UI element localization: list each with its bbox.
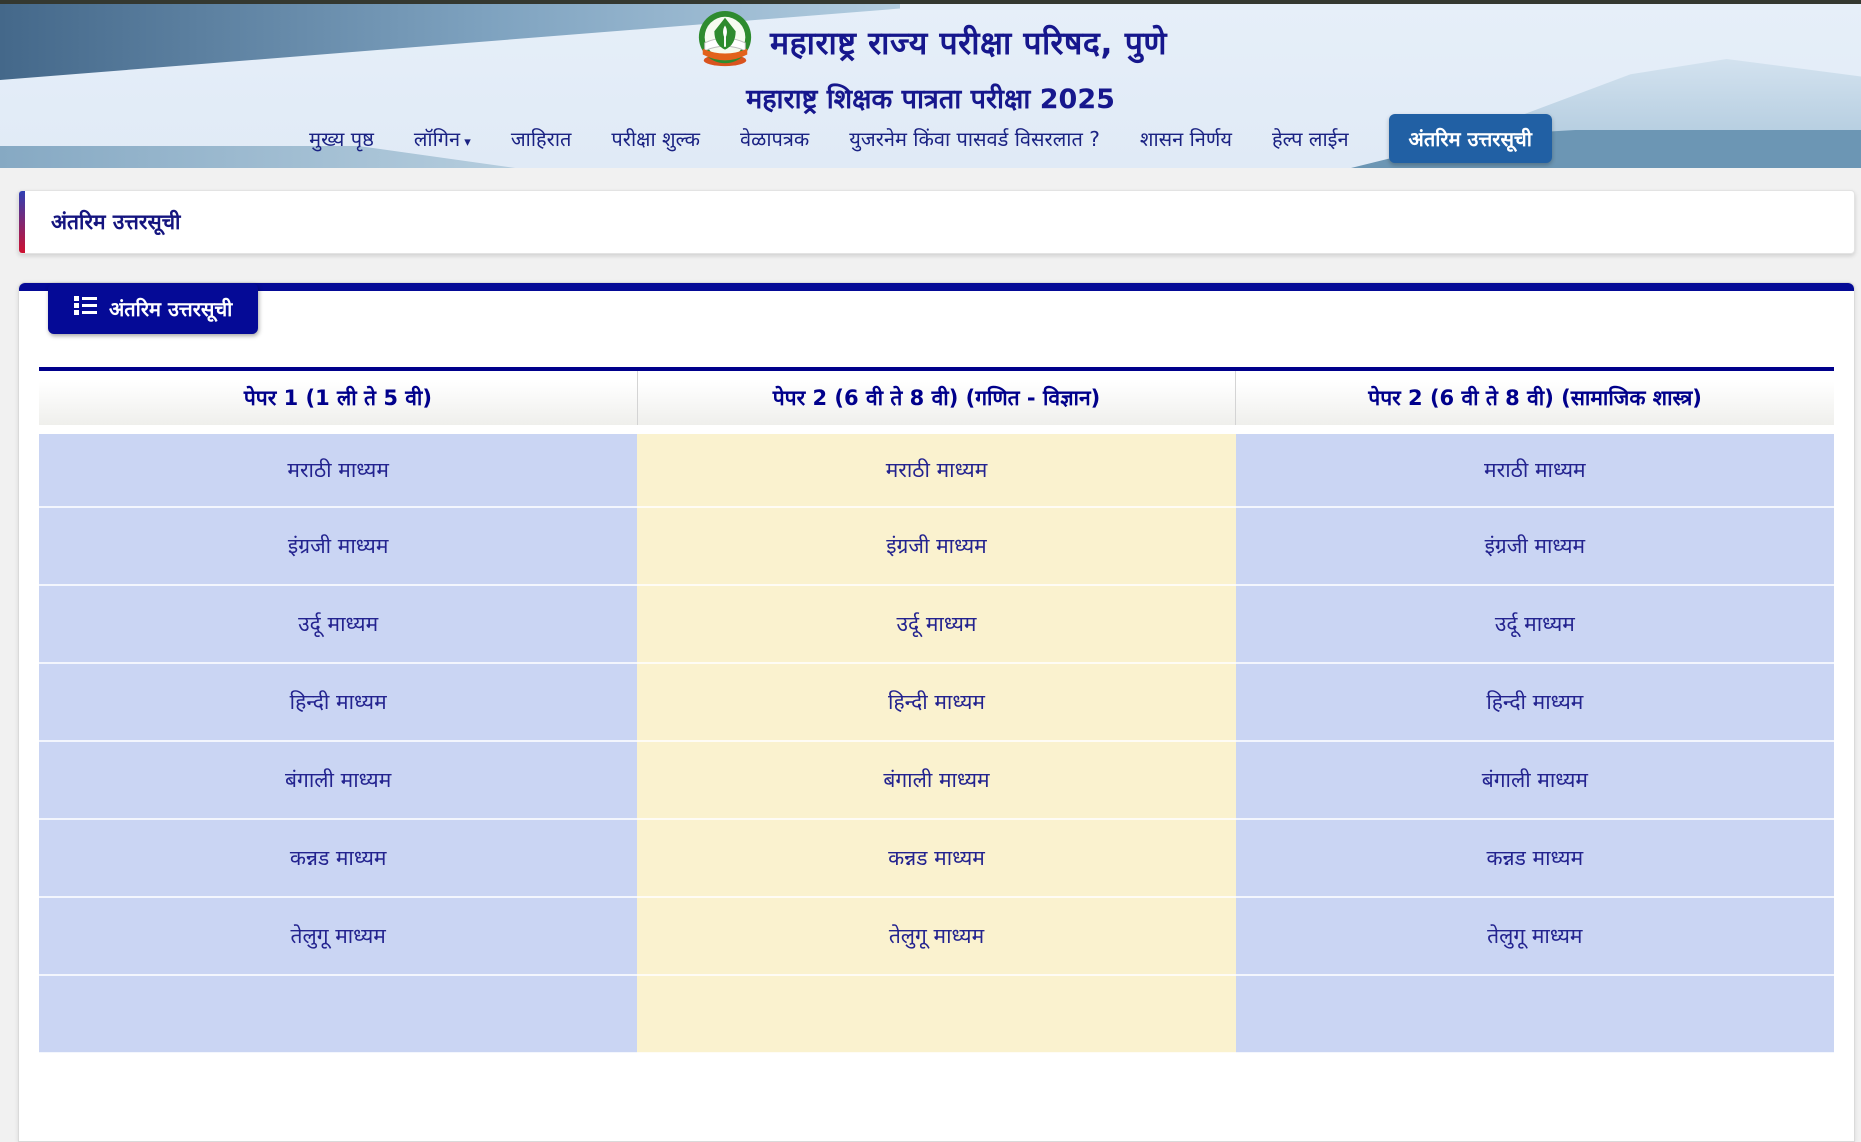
breadcrumb xyxy=(18,190,1855,254)
medium-link-cell[interactable]: हिन्दी माध्यम xyxy=(1236,663,1834,741)
medium-link-cell xyxy=(1236,975,1834,1053)
table-row xyxy=(39,429,1834,507)
panel-top-bar xyxy=(19,283,1854,291)
medium-link-cell[interactable]: इंग्रजी माध्यम xyxy=(1236,507,1834,585)
nav-item[interactable]: हेल्प लाईन xyxy=(1271,126,1349,151)
nav-item[interactable]: वेळापत्रक xyxy=(740,126,810,151)
medium-link-cell[interactable]: हिन्दी माध्यम xyxy=(39,663,637,741)
table-row xyxy=(39,975,1834,1053)
main-nav xyxy=(0,108,1861,168)
medium-link-cell[interactable]: उर्दू माध्यम xyxy=(1236,585,1834,663)
medium-link-cell[interactable]: बंगाली माध्यम xyxy=(637,741,1235,819)
council-logo-icon xyxy=(694,10,756,74)
medium-link-cell[interactable]: कन्नड माध्यम xyxy=(39,819,637,897)
medium-link-cell[interactable]: तेलुगू माध्यम xyxy=(637,897,1235,975)
medium-link-cell xyxy=(39,975,637,1053)
medium-link-cell[interactable]: इंग्रजी माध्यम xyxy=(39,507,637,585)
site-header xyxy=(0,4,1861,168)
medium-link-cell[interactable]: बंगाली माध्यम xyxy=(39,741,637,819)
medium-link-cell[interactable]: तेलुगू माध्यम xyxy=(39,897,637,975)
column-header: पेपर 1 (1 ली ते 5 वी) xyxy=(39,371,637,429)
answer-key-panel xyxy=(18,282,1855,1142)
column-header: पेपर 2 (6 वी ते 8 वी) (गणित - विज्ञान) xyxy=(637,371,1235,429)
table-row xyxy=(39,663,1834,741)
table-row xyxy=(39,741,1834,819)
medium-link-cell[interactable]: मराठी माध्यम xyxy=(39,429,637,507)
medium-link-cell[interactable]: इंग्रजी माध्यम xyxy=(637,507,1235,585)
medium-link-cell xyxy=(637,975,1235,1053)
medium-link-cell[interactable]: मराठी माध्यम xyxy=(637,429,1235,507)
nav-item[interactable]: अंतरिम उत्तरसूची xyxy=(1389,114,1552,163)
exam-title: महाराष्ट्र शिक्षक पात्रता परीक्षा 2025 xyxy=(746,84,1115,115)
brand xyxy=(0,10,1861,116)
list-icon xyxy=(74,296,97,321)
nav-item[interactable]: शासन निर्णय xyxy=(1139,126,1232,151)
breadcrumb-accent-bar xyxy=(19,191,25,253)
medium-link-cell[interactable]: कन्नड माध्यम xyxy=(1236,819,1834,897)
column-header: पेपर 2 (6 वी ते 8 वी) (सामाजिक शास्त्र) xyxy=(1236,371,1834,429)
medium-link-cell[interactable]: हिन्दी माध्यम xyxy=(637,663,1235,741)
table-row xyxy=(39,819,1834,897)
table-header-row xyxy=(39,371,1834,429)
answer-key-table xyxy=(39,371,1834,1054)
nav-item[interactable]: मुख्य पृष्ठ xyxy=(309,126,374,151)
medium-link-cell[interactable]: कन्नड माध्यम xyxy=(637,819,1235,897)
medium-link-cell[interactable]: बंगाली माध्यम xyxy=(1236,741,1834,819)
nav-item[interactable]: लॉगिन ▾ xyxy=(413,126,471,151)
medium-link-cell[interactable]: तेलुगू माध्यम xyxy=(1236,897,1834,975)
chevron-down-icon: ▾ xyxy=(460,134,471,150)
org-title: महाराष्ट्र राज्य परीक्षा परिषद, पुणे xyxy=(769,23,1168,62)
medium-link-cell[interactable]: उर्दू माध्यम xyxy=(637,585,1235,663)
answer-key-table-wrap xyxy=(39,367,1834,1054)
tab-label: अंतरिम उत्तरसूची xyxy=(109,297,233,321)
table-row xyxy=(39,507,1834,585)
table-row xyxy=(39,585,1834,663)
medium-link-cell[interactable]: मराठी माध्यम xyxy=(1236,429,1834,507)
nav-item[interactable]: परीक्षा शुल्क xyxy=(611,126,700,151)
table-row xyxy=(39,897,1834,975)
nav-item[interactable]: जाहिरात xyxy=(510,126,572,151)
page-title: अंतरिम उत्तरसूची xyxy=(51,210,181,234)
medium-link-cell[interactable]: उर्दू माध्यम xyxy=(39,585,637,663)
tab-interim-answer-key[interactable] xyxy=(48,283,258,334)
nav-item[interactable]: युजरनेम किंवा पासवर्ड विसरलात ? xyxy=(849,126,1100,151)
